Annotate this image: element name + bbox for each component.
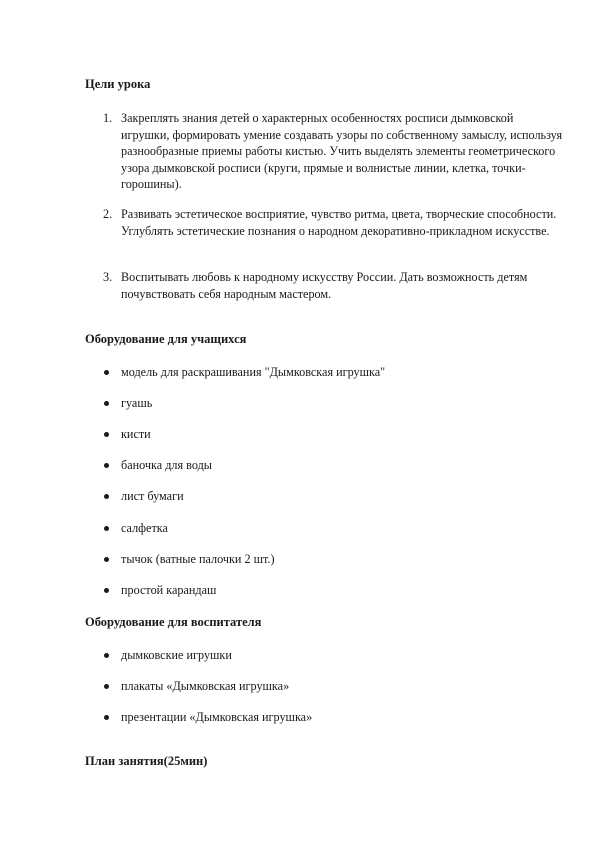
list-item-text: кисти [121, 427, 151, 441]
list-item [104, 520, 168, 536]
list-item [104, 488, 184, 504]
goal-text: Воспитывать любовь к народному искусству России. Дать возможность детям почувствовать себя народным мастером. [121, 270, 528, 301]
goal-item [103, 269, 563, 302]
goal-item [103, 110, 563, 193]
bullet-icon [104, 463, 109, 468]
goal-number: 1. [103, 111, 113, 125]
student-equipment-heading: Оборудование для учащихся [85, 332, 247, 346]
list-item-text: дымковские игрушки [121, 648, 232, 662]
list-item-text: презентации «Дымковская игрушка» [121, 710, 313, 724]
list-item [104, 582, 216, 598]
goal-text: Закреплять знания детей о характерных особенностях росписи дымковской игрушки, формировать умение создавать узоры по собственному замыслу, используя разнообразные приемы работы кистью. Учить выделять элементы геометрического узора дымковской росписи (круги, прямые и волнистые линии, клетка, точки-горошины). [121, 111, 563, 192]
bullet-icon [104, 401, 109, 406]
list-item-text: гуашь [121, 396, 153, 410]
goals-heading: Цели урока [85, 77, 151, 91]
list-item-text: модель для раскрашивания "Дымковская игрушка" [121, 365, 386, 379]
list-item [104, 647, 232, 663]
plan-heading: План занятия(25мин) [85, 754, 208, 768]
bullet-icon [104, 526, 109, 531]
goal-text: Развивать эстетическое восприятие, чувство ритма, цвета, творческие способности. Углублять эстетические познания о народном декоративно-прикладном искусстве. [121, 207, 557, 238]
goal-item [103, 206, 563, 239]
list-item-text: баночка для воды [121, 458, 212, 472]
list-item [104, 709, 312, 725]
list-item-text: лист бумаги [121, 489, 184, 503]
bullet-icon [104, 557, 109, 562]
list-item-text: плакаты «Дымковская игрушка» [121, 679, 290, 693]
goal-number: 3. [103, 270, 113, 284]
bullet-icon [104, 370, 109, 375]
bullet-icon [104, 684, 109, 689]
goal-number: 2. [103, 207, 113, 221]
list-item [104, 457, 212, 473]
bullet-icon [104, 432, 109, 437]
list-item [104, 395, 152, 411]
teacher-equipment-heading: Оборудование для воспитателя [85, 615, 262, 629]
list-item [104, 551, 275, 567]
list-item [104, 364, 385, 380]
list-item-text: салфетка [121, 521, 168, 535]
list-item-text: тычок (ватные палочки 2 шт.) [121, 552, 275, 566]
bullet-icon [104, 653, 109, 658]
bullet-icon [104, 715, 109, 720]
list-item [104, 678, 289, 694]
list-item-text: простой карандаш [121, 583, 217, 597]
list-item [104, 426, 151, 442]
bullet-icon [104, 588, 109, 593]
bullet-icon [104, 494, 109, 499]
